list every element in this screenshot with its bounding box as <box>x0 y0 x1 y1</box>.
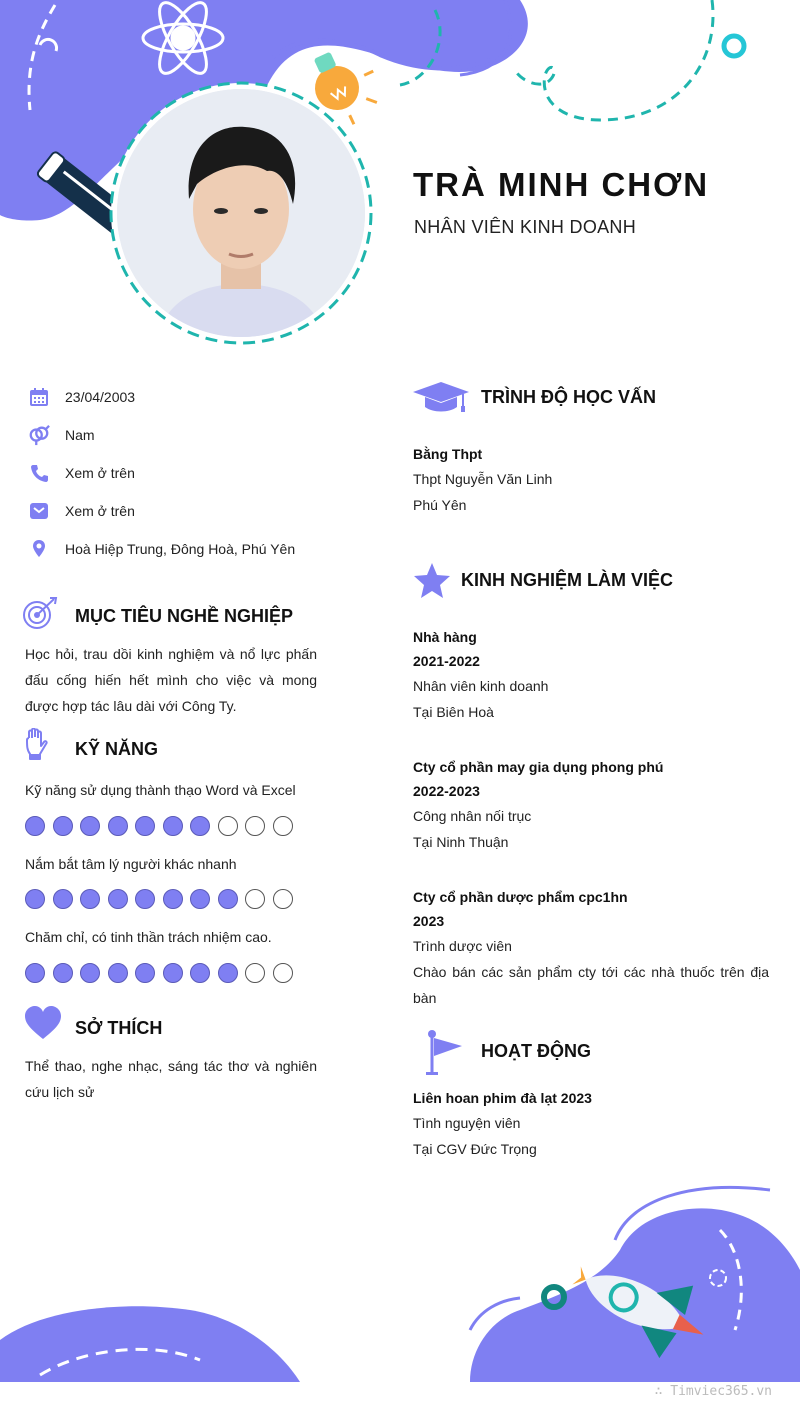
birthday-value: 23/04/2003 <box>65 389 136 405</box>
job-company: Nhà hàng <box>413 629 477 645</box>
activities-title: HOẠT ĐỘNG <box>481 1041 591 1061</box>
flag-icon <box>424 1030 464 1076</box>
rating-dot-filled <box>108 816 128 836</box>
contact-birthday <box>28 385 135 409</box>
activity-role: Tình nguyện viên <box>413 1115 521 1131</box>
education-location: Phú Yên <box>413 497 467 513</box>
rating-dot-filled <box>190 889 210 909</box>
job-company: Cty cổ phần may gia dụng phong phú <box>413 759 664 775</box>
gender-value: Nam <box>65 427 95 443</box>
rating-dot-filled <box>135 889 155 909</box>
rating-dot-empty <box>245 963 265 983</box>
rating-dot-filled <box>80 889 100 909</box>
rating-dot-filled <box>163 963 183 983</box>
rating-dot-filled <box>53 889 73 909</box>
rating-dot-empty <box>273 963 293 983</box>
watermark: ∴ Timviec365.vn <box>654 1384 772 1399</box>
profile-photo <box>117 89 365 337</box>
email-icon <box>28 500 50 522</box>
job-period: 2021-2022 <box>413 653 480 669</box>
contact-gender <box>28 423 95 447</box>
heart-icon <box>24 1006 62 1040</box>
rating-dot-filled <box>190 963 210 983</box>
rating-dot-filled <box>218 889 238 909</box>
rating-dot-empty <box>245 889 265 909</box>
star-icon <box>413 563 451 599</box>
rating-dot-empty <box>218 816 238 836</box>
profile-photo-frame <box>108 80 374 346</box>
education-degree: Bằng Thpt <box>413 446 483 462</box>
skill-rating <box>25 816 300 836</box>
hobbies-text: Thể thao, nghe nhạc, sáng tác thơ và nghiên cứu lịch sử <box>25 1058 317 1100</box>
job-detail: Chào bán các sản phẩm cty tới các nhà thuốc trên địa bàn <box>413 964 769 1006</box>
skills-title: KỸ NĂNG <box>75 739 159 759</box>
job-period: 2023 <box>413 913 445 929</box>
contact-address <box>28 537 295 561</box>
job-detail: Công nhân nối trục <box>413 808 532 824</box>
education-school: Thpt Nguyễn Văn Linh <box>413 471 553 487</box>
skill-name: Kỹ năng sử dụng thành thạo Word và Excel <box>25 782 296 798</box>
job-period: 2022-2023 <box>413 783 480 799</box>
activity-event: Liên hoan phim đà lạt 2023 <box>413 1090 592 1106</box>
skill-rating <box>25 963 300 983</box>
education-title: TRÌNH ĐỘ HỌC VẤN <box>481 387 656 407</box>
job-detail: Trình dược viên <box>413 938 512 954</box>
rating-dot-empty <box>245 816 265 836</box>
rating-dot-empty <box>273 889 293 909</box>
rating-dot-filled <box>25 889 45 909</box>
job-company: Cty cổ phần dược phẩm cpc1hn <box>413 889 628 905</box>
watermark-text: Timviec365.vn <box>670 1384 772 1399</box>
footer-decoration <box>0 1170 800 1382</box>
address-value: Hoà Hiệp Trung, Đông Hoà, Phú Yên <box>65 541 296 557</box>
phone-value[interactable]: Xem ở trên <box>65 465 135 481</box>
contact-phone <box>28 461 135 485</box>
graduation-cap-icon <box>413 380 469 414</box>
job-detail: Nhân viên kinh doanh <box>413 678 549 694</box>
job-title: NHÂN VIÊN KINH DOANH <box>414 217 637 237</box>
rating-dot-filled <box>25 816 45 836</box>
objective-title: MỤC TIÊU NGHỀ NGHIỆP <box>75 606 294 626</box>
rating-dot-filled <box>25 963 45 983</box>
rating-dot-filled <box>163 816 183 836</box>
rating-dot-filled <box>108 889 128 909</box>
candidate-name: TRÀ MINH CHƠN <box>413 166 710 203</box>
rating-dot-filled <box>218 963 238 983</box>
rating-dot-filled <box>53 816 73 836</box>
email-value[interactable]: Xem ở trên <box>65 503 135 519</box>
phone-icon <box>28 462 50 484</box>
rating-dot-filled <box>108 963 128 983</box>
rating-dot-filled <box>135 963 155 983</box>
skill-rating <box>25 889 300 909</box>
rating-dot-filled <box>135 816 155 836</box>
skill-name: Chăm chỉ, có tinh thần trách nhiệm cao. <box>25 929 272 945</box>
calendar-icon <box>28 386 50 408</box>
contact-email <box>28 499 135 523</box>
hobbies-title: SỞ THÍCH <box>75 1018 163 1038</box>
gender-icon <box>28 424 50 446</box>
rating-dot-filled <box>53 963 73 983</box>
job-detail: Tại Ninh Thuận <box>413 834 509 850</box>
job-detail: Tại Biên Hoà <box>413 704 494 720</box>
rating-dot-filled <box>80 963 100 983</box>
rating-dot-filled <box>163 889 183 909</box>
objective-text: Học hỏi, trau dồi kinh nghiệm và nổ lực phấn đấu cống hiến hết mình cho việc và mong được hợp tác lâu dài với Công Ty. <box>25 646 317 714</box>
rating-dot-empty <box>273 816 293 836</box>
rating-dot-filled <box>80 816 100 836</box>
target-icon <box>22 596 58 630</box>
location-icon <box>28 538 50 560</box>
experience-title: KINH NGHIỆM LÀM VIỆC <box>461 570 674 590</box>
hand-icon <box>24 728 48 760</box>
skill-name: Nắm bắt tâm lý người khác nhanh <box>25 856 237 872</box>
activity-location: Tại CGV Đức Trọng <box>413 1141 537 1157</box>
rating-dot-filled <box>190 816 210 836</box>
